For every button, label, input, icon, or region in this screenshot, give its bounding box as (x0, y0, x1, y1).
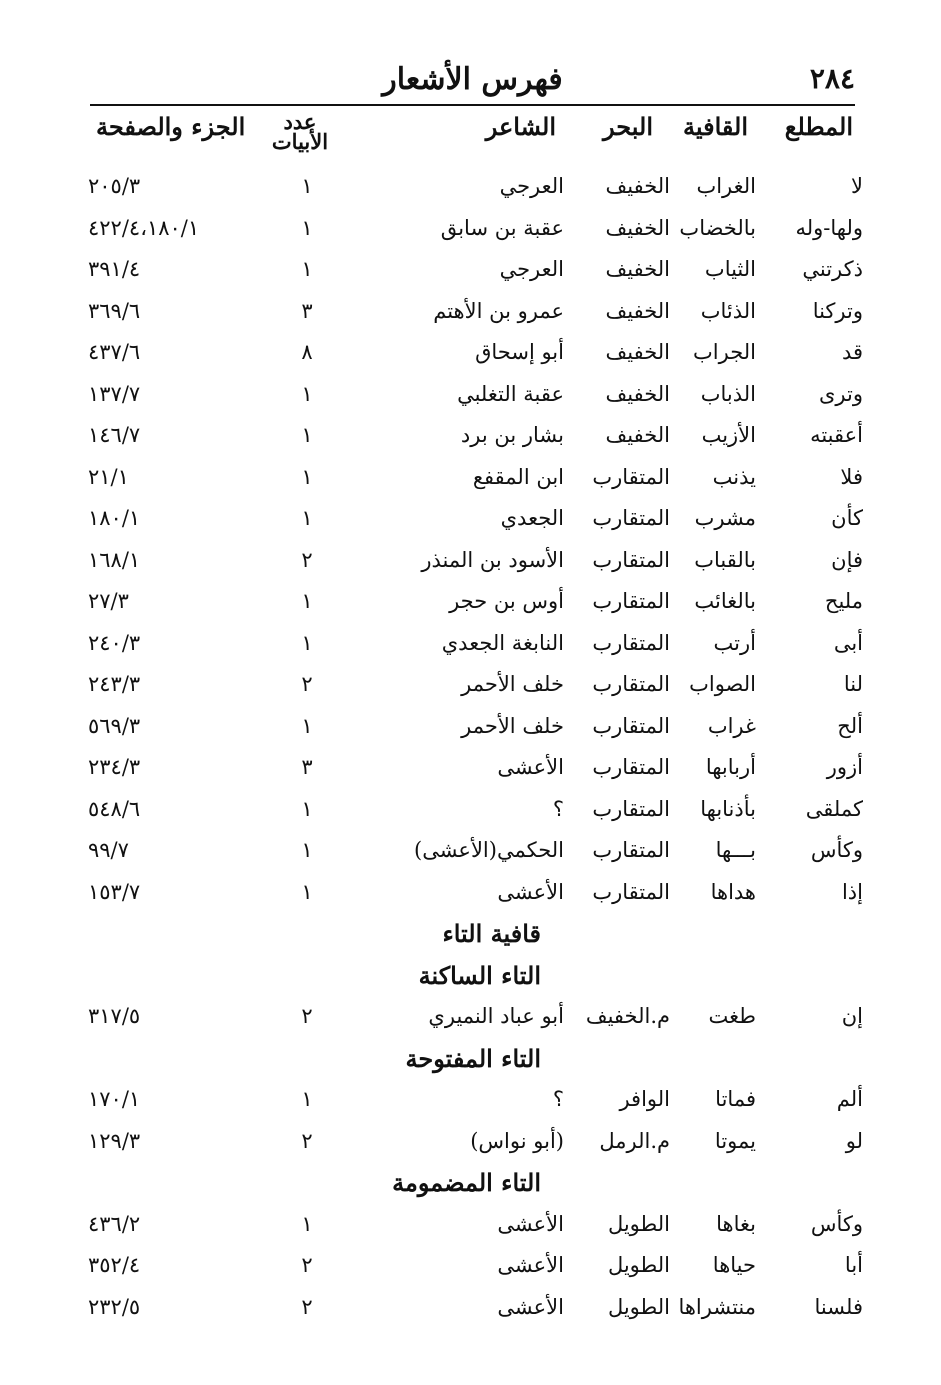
cell-shaer: الأعشى (497, 879, 564, 904)
cell-bahr: المتقارب (592, 672, 670, 696)
cell-page: ٤٣٧/٦ (88, 340, 141, 364)
cell-matla: إذا (841, 879, 863, 904)
cell-shaer: العرجي (499, 174, 564, 198)
column-header-bahr: البحر (603, 112, 653, 141)
cell-bahr: المتقارب (592, 796, 670, 821)
cell-shaer: الأعشى (497, 1211, 564, 1236)
cell-bahr: المتقارب (592, 879, 670, 904)
cell-matla: ألم (836, 1087, 863, 1111)
cell-bahr: الخفيف (605, 174, 670, 198)
cell-shaer: عقبة التغلبي (457, 381, 564, 406)
cell-qafia: منتشراها (678, 1294, 756, 1319)
cell-qafia: الجراب (693, 340, 756, 364)
cell-matla: إن (841, 1004, 863, 1028)
column-header-qafia: القافية (682, 112, 748, 141)
table-row (0, 876, 941, 918)
cell-count: ٣ (301, 755, 313, 779)
cell-page: ١٥٣/٧ (88, 879, 141, 904)
cell-bahr: المتقارب (592, 506, 670, 530)
cell-matla: وتركنا (812, 298, 863, 323)
cell-matla: فلسنا (814, 1294, 863, 1319)
cell-page: ١٣٧/٧ (88, 381, 141, 406)
cell-bahr: الخفيف (605, 423, 670, 447)
cell-count: ٨ (301, 340, 313, 364)
cell-count: ١ (301, 257, 313, 281)
cell-shaer: الأسود بن المنذر (421, 547, 564, 572)
cell-shaer: خلف الأحمر (461, 672, 564, 696)
cell-matla: فلا (840, 464, 863, 489)
table-row (0, 793, 941, 835)
cell-bahr: الخفيف (605, 381, 670, 406)
cell-shaer: الأعشى (497, 755, 564, 779)
table-row (0, 1208, 941, 1250)
cell-matla: ولها-وله (795, 215, 863, 240)
cell-bahr: الخفيف (605, 340, 670, 364)
cell-bahr: المتقارب (592, 838, 670, 862)
cell-shaer: (أبو نواس) (470, 1128, 564, 1153)
cell-page: ٣١٧/٥ (88, 1004, 141, 1028)
cell-shaer: بشار بن برد (460, 423, 564, 447)
cell-qafia: الغراب (696, 174, 756, 198)
cell-count: ١ (301, 215, 313, 240)
cell-count: ٢ (301, 1253, 313, 1277)
cell-count: ١ (301, 506, 313, 530)
cell-shaer: الجعدي (500, 506, 564, 530)
cell-matla: لو (845, 1128, 863, 1153)
cell-bahr: الطويل (607, 1294, 670, 1319)
table-row (0, 502, 941, 544)
cell-count: ١ (301, 838, 313, 862)
cell-count: ١ (301, 713, 313, 738)
cell-matla: وكأس (810, 838, 863, 862)
cell-qafia: بغاها (716, 1211, 756, 1236)
cell-matla: كأن (831, 506, 863, 530)
page-title: فهرس الأشعار (382, 62, 563, 97)
table-row (0, 1083, 941, 1125)
cell-matla: أبى (833, 630, 863, 655)
cell-page: ١٤٦/٧ (88, 423, 141, 447)
cell-qafia: بالخضاب (679, 215, 756, 240)
column-header-count: عدد الأبيات (271, 109, 329, 154)
table-row (0, 834, 941, 876)
cell-qafia: طغت (708, 1004, 756, 1028)
cell-page: ٩٩/٧ (88, 838, 129, 862)
cell-matla: مليح (824, 589, 863, 613)
section-heading-label: التاء المفتوحة (405, 1043, 541, 1073)
table-row (0, 1125, 941, 1167)
cell-page: ٢٧/٣ (88, 589, 129, 613)
cell-matla: وكأس (810, 1211, 863, 1236)
cell-page: ٣٥٢/٤ (88, 1253, 141, 1277)
cell-count: ١ (301, 1087, 313, 1111)
cell-shaer: عمرو بن الأهتم (433, 298, 564, 323)
cell-page: ١٢٩/٣ (88, 1128, 141, 1153)
cell-bahr: المتقارب (592, 630, 670, 655)
section-heading-label: قافية التاء (442, 919, 541, 948)
section-heading-label: التاء الساكنة (418, 960, 541, 990)
table-row (0, 1291, 941, 1333)
section-heading (0, 959, 941, 1001)
table-row (0, 544, 941, 586)
cell-qafia: هداها (710, 879, 756, 904)
cell-qafia: يذنب (712, 464, 756, 489)
table-row (0, 751, 941, 793)
cell-page: ٥٦٩/٣ (88, 713, 141, 738)
table-row (0, 1000, 941, 1042)
cell-matla: ذكرتني (802, 257, 863, 281)
cell-page: ٤٢٢/٤،١٨٠/١ (88, 215, 200, 240)
cell-qafia: بالغائب (694, 589, 756, 613)
cell-qafia: غراب (707, 713, 756, 738)
table-row (0, 378, 941, 420)
table-row (0, 710, 941, 752)
table-row (0, 1249, 941, 1291)
cell-page: ١٨٠/١ (88, 506, 141, 530)
cell-bahr: م.الرمل (599, 1128, 670, 1153)
cell-count: ١ (301, 630, 313, 655)
index-table (0, 170, 941, 1332)
cell-qafia: الصواب (689, 672, 756, 696)
cell-shaer: أوس بن حجر (449, 589, 564, 613)
cell-page: ٣٦٩/٦ (88, 298, 141, 323)
cell-qafia: أربابها (705, 755, 756, 779)
column-header-matla: المطلع (784, 112, 853, 141)
cell-count: ٢ (301, 547, 313, 572)
cell-qafia: الذئاب (700, 298, 756, 323)
section-heading (0, 1166, 941, 1208)
cell-bahr: الخفيف (605, 298, 670, 323)
cell-page: ٢١/١ (88, 464, 129, 489)
cell-count: ٣ (301, 298, 313, 323)
column-header-shaer: الشاعر (485, 112, 556, 141)
cell-shaer: ؟ (552, 796, 564, 821)
cell-qafia: الذباب (700, 381, 756, 406)
cell-matla: لنا (843, 672, 863, 696)
cell-bahr: المتقارب (592, 547, 670, 572)
cell-matla: ألح (837, 713, 863, 738)
cell-bahr: الطويل (607, 1211, 670, 1236)
cell-shaer: الأعشى (497, 1294, 564, 1319)
table-row (0, 461, 941, 503)
cell-matla: كملقى (805, 796, 863, 821)
cell-count: ١ (301, 464, 313, 489)
cell-matla: فإن (831, 547, 863, 572)
cell-matla: أبا (844, 1253, 863, 1277)
cell-count: ٢ (301, 672, 313, 696)
cell-shaer: ابن المقفع (472, 464, 564, 489)
cell-count: ١ (301, 174, 313, 198)
cell-matla: وترى (818, 381, 863, 406)
table-row (0, 295, 941, 337)
cell-qafia: فماتا (715, 1087, 756, 1111)
table-row (0, 336, 941, 378)
cell-bahr: المتقارب (592, 464, 670, 489)
cell-bahr: المتقارب (592, 755, 670, 779)
cell-shaer: أبو إسحاق (475, 340, 564, 364)
cell-count: ١ (301, 381, 313, 406)
cell-qafia: الثياب (704, 257, 756, 281)
table-row (0, 627, 941, 669)
cell-qafia: بأذنابها (700, 796, 756, 821)
table-row (0, 419, 941, 461)
cell-count: ١ (301, 879, 313, 904)
cell-qafia: بـــها (715, 838, 756, 862)
cell-matla: أعقبته (810, 423, 863, 447)
cell-matla: أزور (826, 755, 863, 779)
cell-page: ١٧٠/١ (88, 1087, 141, 1111)
cell-page: ٤٣٦/٢ (88, 1211, 141, 1236)
cell-shaer: ؟ (552, 1087, 564, 1111)
cell-bahr: المتقارب (592, 589, 670, 613)
cell-count: ١ (301, 423, 313, 447)
section-heading-label: التاء المضمومة (392, 1168, 541, 1197)
table-row (0, 253, 941, 295)
cell-matla: قد (841, 340, 863, 364)
cell-qafia: حياها (712, 1253, 756, 1277)
cell-shaer: النابغة الجعدي (441, 630, 564, 655)
cell-shaer: خلف الأحمر (461, 713, 564, 738)
cell-count: ١ (301, 1211, 313, 1236)
cell-qafia: بالقباب (694, 547, 756, 572)
cell-bahr: الخفيف (605, 257, 670, 281)
cell-qafia: مشرب (694, 506, 756, 530)
cell-count: ٢ (301, 1004, 313, 1028)
cell-bahr: الطويل (607, 1253, 670, 1277)
cell-matla: لا (851, 174, 863, 198)
cell-shaer: الأعشى (497, 1253, 564, 1277)
cell-qafia: يموتا (714, 1128, 756, 1153)
cell-bahr: المتقارب (592, 713, 670, 738)
cell-count: ٢ (301, 1294, 313, 1319)
cell-bahr: م.الخفيف (585, 1004, 670, 1028)
page-header (90, 58, 855, 102)
section-heading (0, 917, 941, 959)
cell-count: ١ (301, 589, 313, 613)
table-row (0, 585, 941, 627)
cell-bahr: الخفيف (605, 215, 670, 240)
cell-page: ٥٤٨/٦ (88, 796, 141, 821)
cell-shaer: الحكمي(الأعشى) (414, 838, 564, 862)
cell-page: ٣٩١/٤ (88, 257, 141, 281)
cell-shaer: العرجي (499, 257, 564, 281)
table-row (0, 668, 941, 710)
column-header-page: الجزء والصفحة (96, 112, 246, 141)
page-number: ٢٨٤ (809, 62, 855, 95)
cell-count: ٢ (301, 1128, 313, 1153)
table-row (0, 170, 941, 212)
cell-page: ٢٣٤/٣ (88, 755, 141, 779)
cell-qafia: أرتب (713, 630, 756, 655)
cell-page: ٢٤٣/٣ (88, 672, 141, 696)
section-heading (0, 1042, 941, 1084)
cell-bahr: الوافر (619, 1087, 670, 1111)
header-rule (90, 104, 855, 106)
cell-page: ٢٠٥/٣ (88, 174, 141, 198)
cell-page: ٢٣٢/٥ (88, 1294, 141, 1319)
cell-shaer: أبو عباد النميري (428, 1004, 564, 1028)
cell-shaer: عقبة بن سابق (440, 215, 564, 240)
cell-count: ١ (301, 796, 313, 821)
cell-page: ٢٤٠/٣ (88, 630, 141, 655)
cell-qafia: الأزيب (701, 423, 756, 447)
table-row (0, 212, 941, 254)
cell-page: ١٦٨/١ (88, 547, 141, 572)
